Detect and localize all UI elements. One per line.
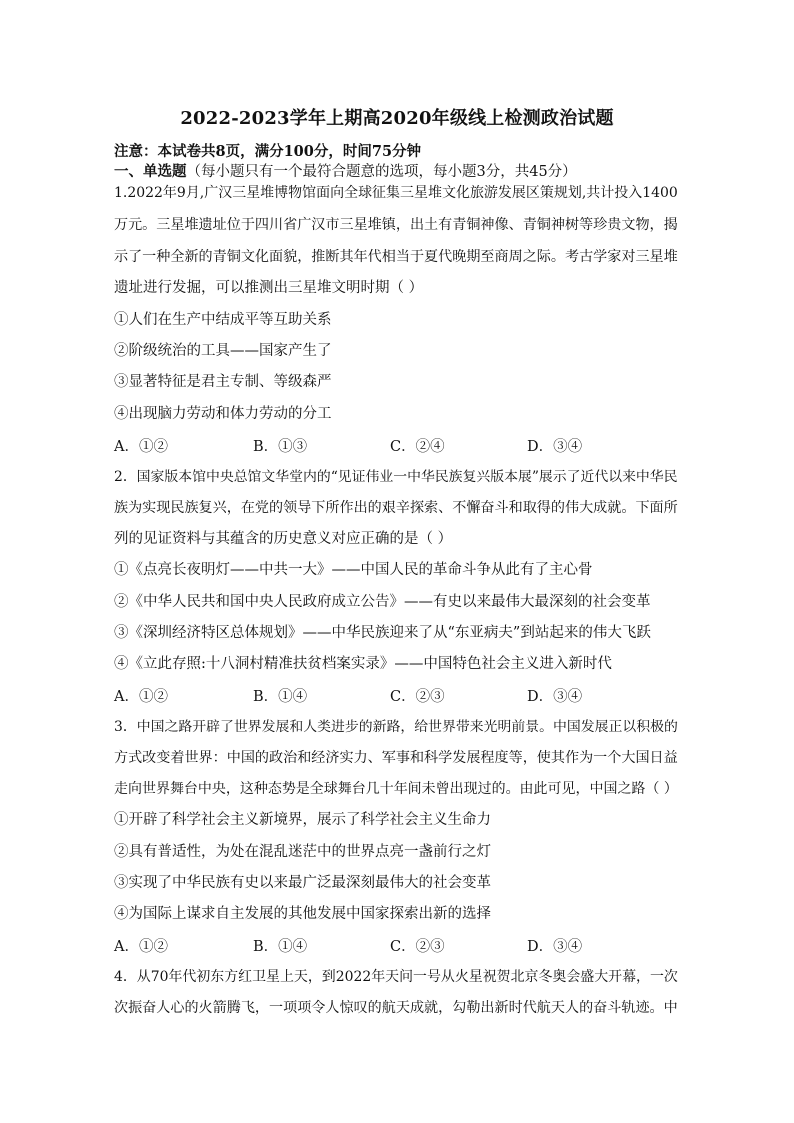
question-2-item-1: ①《点亮长夜明灯——中共一大》——中国人民的革命斗争从此有了主心骨 [114, 562, 593, 578]
question-3-item-1: ①开辟了科学社会主义新境界，展示了科学社会主义生命力 [114, 812, 491, 828]
question-2-option-d[interactable]: D．③④ [527, 689, 583, 705]
question-2-option-a[interactable]: A．①② [114, 689, 168, 705]
question-3-option-c[interactable]: C．②③ [390, 939, 445, 955]
question-2-line-1: 2．国家版本馆中央总馆文华堂内的“见证伟业一中华民族复兴版本展”展示了近代以来中华民 [114, 469, 678, 485]
question-2-options [114, 685, 634, 705]
question-1-options [114, 435, 634, 455]
question-3-line-3: 走向世界舞台中央，这种态势是全球舞台几十年间未曾出现过的。由此可见，中国之路（ ） [114, 781, 678, 797]
question-4-line-1: 4．从70年代初东方红卫星上天，到2022年天问一号从火星祝贺北京冬奥会盛大开幕，一次 [114, 969, 678, 985]
question-4-line-2: 次振奋人心的火箭腾飞，一项项令人惊叹的航天成就，勾勒出新时代航天人的奋斗轨迹。中 [114, 1000, 678, 1016]
question-3-option-b[interactable]: B．①④ [253, 939, 308, 955]
section-heading [114, 160, 577, 181]
question-1-item-2: ②阶级统治的工具——国家产生了 [114, 343, 332, 359]
question-3-line-1: 3．中国之路开辟了世界发展和人类进步的新路，给世界带来光明前景。中国发展正以积极的 [114, 719, 678, 735]
question-1-option-b[interactable]: B．①③ [253, 439, 308, 455]
question-2-item-3: ③《深圳经济特区总体规划》——中华民族迎来了从“东亚病夫”到站起来的伟大飞跃 [114, 625, 651, 641]
question-1-item-1: ①人们在生产中结成平等互助关系 [114, 312, 332, 328]
question-2-option-b[interactable]: B．①④ [253, 689, 308, 705]
question-1-item-3: ③显著特征是君主专制、等级森严 [114, 374, 332, 390]
question-1-option-d[interactable]: D．③④ [527, 439, 583, 455]
question-1-line-4: 遗址进行发掘，可以推测出三星堆文明时期（ ） [114, 280, 424, 296]
question-2-option-c[interactable]: C．②③ [390, 689, 445, 705]
question-1-item-4: ④出现脑力劳动和体力劳动的分工 [114, 406, 332, 422]
question-3-options [114, 935, 634, 955]
question-2-line-2: 族为实现民族复兴，在党的领导下所作出的艰辛探索、不懈奋斗和取得的伟大成就。下面所 [114, 500, 678, 516]
question-1-option-c[interactable]: C．②④ [390, 439, 445, 455]
question-2-item-2: ②《中华人民共和国中央人民政府成立公告》——有史以来最伟大最深刻的社会变革 [114, 594, 651, 610]
question-3-item-3: ③实现了中华民族有史以来最广泛最深刻最伟大的社会变革 [114, 875, 491, 891]
section-head-label: 一、单选题 [114, 163, 187, 180]
question-1-line-1: 1.2022年9月,广汉三星堆博物馆面向全球征集三星堆文化旅游发展区策规划,共计投入1400 [114, 185, 678, 201]
question-3-option-a[interactable]: A．①② [114, 939, 168, 955]
question-3-item-2: ②具有普适性，为处在混乱迷茫中的世界点亮一盏前行之灯 [114, 844, 491, 860]
exam-notice: 注意：本试卷共8页，满分100分，时间75分钟 [114, 143, 422, 160]
section-note: （每小题只有一个最符合题意的选项，每小题3分，共45分） [186, 164, 577, 180]
question-1-line-2: 万元。三星堆遗址位于四川省广汉市三星堆镇，出土有青铜神像、青铜神树等珍贵文物，揭 [114, 217, 678, 233]
question-1-option-a[interactable]: A．①② [114, 439, 168, 455]
question-2-item-4: ④《立此存照:十八洞村精准扶贫档案实录》——中国特色社会主义进入新时代 [114, 656, 612, 672]
question-3-line-2: 方式改变着世界：中国的政治和经济实力、军事和科学发展程度等，使其作为一个大国日益 [114, 750, 678, 766]
page-title: 2022-2023学年上期高2020年级线上检测政治试题 [180, 108, 614, 129]
question-3-option-d[interactable]: D．③④ [527, 939, 583, 955]
question-1-line-3: 示了一种全新的青铜文化面貌，推断其年代相当于夏代晚期至商周之际。考古学家对三星堆 [114, 249, 678, 265]
question-3-item-4: ④为国际上谋求自主发展的其他发展中国家探索出新的选择 [114, 906, 491, 922]
question-2-line-3: 列的见证资料与其蕴含的历史意义对应正确的是（ ） [114, 531, 453, 547]
